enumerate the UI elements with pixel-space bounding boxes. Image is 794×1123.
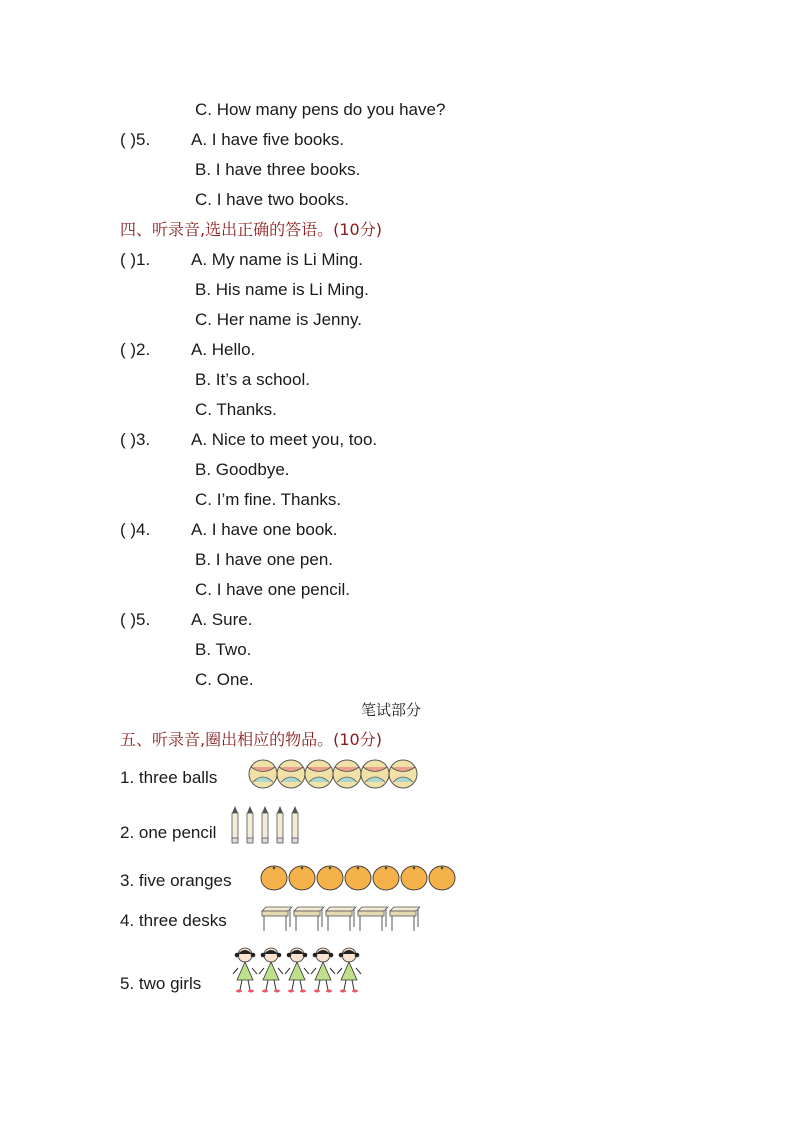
ball-icon bbox=[249, 760, 277, 788]
section-4-heading: 四、听录音,选出正确的答语。(10分) bbox=[120, 220, 382, 239]
ball-picture-group bbox=[247, 758, 421, 790]
ball-icon bbox=[333, 760, 361, 788]
orange-icon bbox=[289, 866, 315, 890]
ball-icon bbox=[361, 760, 389, 788]
option-b: B. His name is Li Ming. bbox=[195, 280, 369, 299]
desk-picture-group bbox=[260, 905, 420, 933]
desk-icon bbox=[326, 907, 356, 931]
option-a: A. I have five books. bbox=[191, 130, 345, 149]
section-5-heading: 五、听录音,圈出相应的物品。(10分) bbox=[120, 730, 382, 749]
item-label: 5. two girls bbox=[120, 974, 202, 993]
option-c: C. I have two books. bbox=[195, 190, 350, 209]
answer-blank[interactable]: ( )5. bbox=[120, 130, 151, 149]
answer-blank[interactable]: ( )3. bbox=[120, 430, 151, 449]
desk-icon bbox=[390, 907, 420, 931]
pencil-icon bbox=[247, 806, 253, 843]
option-a: A. My name is Li Ming. bbox=[191, 250, 363, 269]
option-a: A. Hello. bbox=[191, 340, 256, 359]
girl-icon bbox=[285, 948, 309, 993]
answer-blank[interactable]: ( )2. bbox=[120, 340, 151, 359]
answer-blank[interactable]: ( )4. bbox=[120, 520, 151, 539]
pencil-icon bbox=[262, 806, 268, 843]
desk-icon bbox=[262, 907, 292, 931]
option-c: C. How many pens do you have? bbox=[195, 100, 446, 119]
item-label: 1. three balls bbox=[120, 768, 218, 787]
option-c: C. Her name is Jenny. bbox=[195, 310, 362, 329]
option-c: C. One. bbox=[195, 670, 254, 689]
pencil-icon bbox=[292, 806, 298, 843]
orange-icon bbox=[373, 866, 399, 890]
pencil-icon bbox=[277, 806, 283, 843]
orange-icon bbox=[429, 866, 455, 890]
pencil-picture-group bbox=[230, 806, 302, 846]
orange-icon bbox=[317, 866, 343, 890]
option-c: C. Thanks. bbox=[195, 400, 277, 419]
option-b: B. It’s a school. bbox=[195, 370, 310, 389]
item-label: 2. one pencil bbox=[120, 823, 217, 842]
ball-icon bbox=[305, 760, 333, 788]
ball-icon bbox=[389, 760, 417, 788]
orange-icon bbox=[401, 866, 427, 890]
option-b: B. I have three books. bbox=[195, 160, 361, 179]
option-a: A. Sure. bbox=[191, 610, 253, 629]
option-a: A. I have one book. bbox=[191, 520, 338, 539]
option-b: B. I have one pen. bbox=[195, 550, 333, 569]
orange-icon bbox=[261, 866, 287, 890]
girl-picture-group bbox=[232, 946, 364, 996]
girl-icon bbox=[337, 948, 361, 993]
option-a: A. Nice to meet you, too. bbox=[191, 430, 378, 449]
option-c: C. I’m fine. Thanks. bbox=[195, 490, 342, 509]
item-label: 4. three desks bbox=[120, 911, 227, 930]
option-c: C. I have one pencil. bbox=[195, 580, 350, 599]
item-label: 3. five oranges bbox=[120, 871, 232, 890]
ball-icon bbox=[277, 760, 305, 788]
girl-icon bbox=[233, 948, 257, 993]
option-b: B. Goodbye. bbox=[195, 460, 290, 479]
girl-icon bbox=[311, 948, 335, 993]
girl-icon bbox=[259, 948, 283, 993]
answer-blank[interactable]: ( )5. bbox=[120, 610, 151, 629]
pencil-icon bbox=[232, 806, 238, 843]
orange-picture-group bbox=[260, 863, 460, 893]
desk-icon bbox=[358, 907, 388, 931]
orange-icon bbox=[345, 866, 371, 890]
option-b: B. Two. bbox=[195, 640, 252, 659]
answer-blank[interactable]: ( )1. bbox=[120, 250, 151, 269]
desk-icon bbox=[294, 907, 324, 931]
written-part-title: 笔试部分 bbox=[361, 701, 422, 719]
